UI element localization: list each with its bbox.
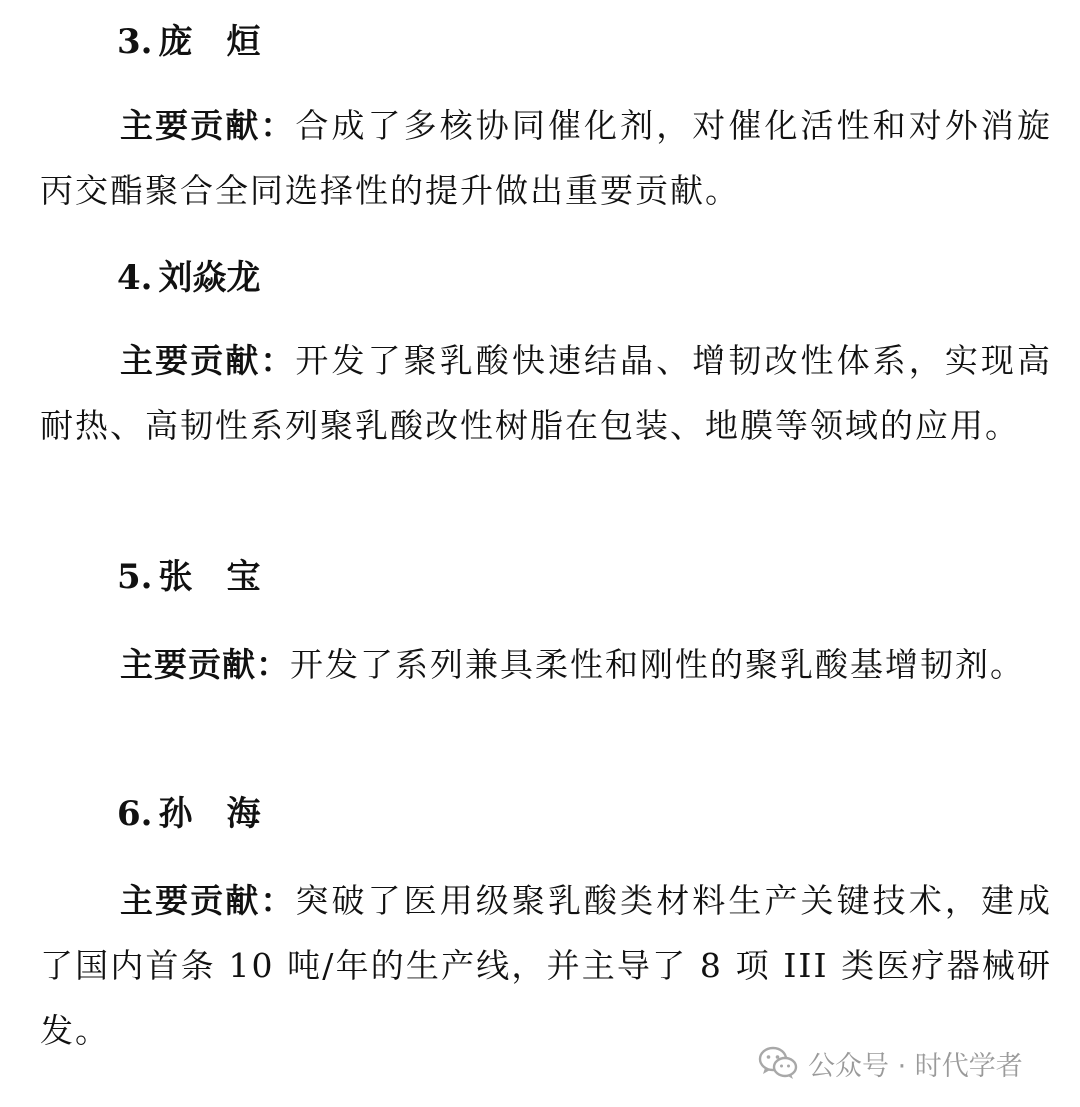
entry-name-part: 张 <box>158 557 193 597</box>
contribution-text: 合成了多核协同催化剂，对催化活性和对外消旋丙交酯聚合全同选择性的提升做出重要贡献。 <box>40 106 1053 210</box>
entry-name-part: 宝 <box>226 557 261 597</box>
contribution-label: 主要贡献： <box>120 645 290 684</box>
contribution-label: 主要贡献： <box>120 106 296 145</box>
entry-contribution-4 <box>40 328 1052 458</box>
entry-name-part: 海 <box>226 794 261 834</box>
entry-number: 5. <box>117 557 153 597</box>
entry-contribution-6 <box>40 868 1052 1063</box>
entry-number: 4. <box>117 258 153 298</box>
entry-name: 刘焱龙 <box>158 258 261 298</box>
contribution-label: 主要贡献： <box>120 341 296 380</box>
watermark <box>758 1041 1023 1085</box>
entry-contribution-5 <box>40 632 1052 697</box>
contribution-text: 开发了聚乳酸快速结晶、增韧改性体系，实现高耐热、高韧性系列聚乳酸改性树脂在包装、地膜等领域的应用。 <box>40 341 1053 445</box>
contribution-label: 主要贡献： <box>120 881 296 920</box>
entry-name-part: 烜 <box>226 22 261 62</box>
entry-contribution-3 <box>40 93 1052 223</box>
entry-heading-4 <box>117 258 261 298</box>
entry-number: 6. <box>117 794 153 834</box>
contribution-text: 开发了系列兼具柔性和刚性的聚乳酸基增韧剂。 <box>290 645 1025 684</box>
entry-heading-6 <box>117 794 261 834</box>
watermark-text: 公众号 · 时代学者 <box>808 1050 1023 1082</box>
entry-number: 3. <box>117 22 153 62</box>
contribution-text: 突破了医用级聚乳酸类材料生产关键技术，建成了国内首条 10 吨/年的生产线，并主导了 8 项 III 类医疗器械研发。 <box>40 881 1053 1050</box>
entry-heading-5 <box>117 557 261 597</box>
entry-name-part: 庞 <box>158 22 193 62</box>
entry-name-part: 孙 <box>158 794 193 834</box>
wechat-icon <box>758 1046 798 1080</box>
entry-heading-3 <box>117 22 261 62</box>
